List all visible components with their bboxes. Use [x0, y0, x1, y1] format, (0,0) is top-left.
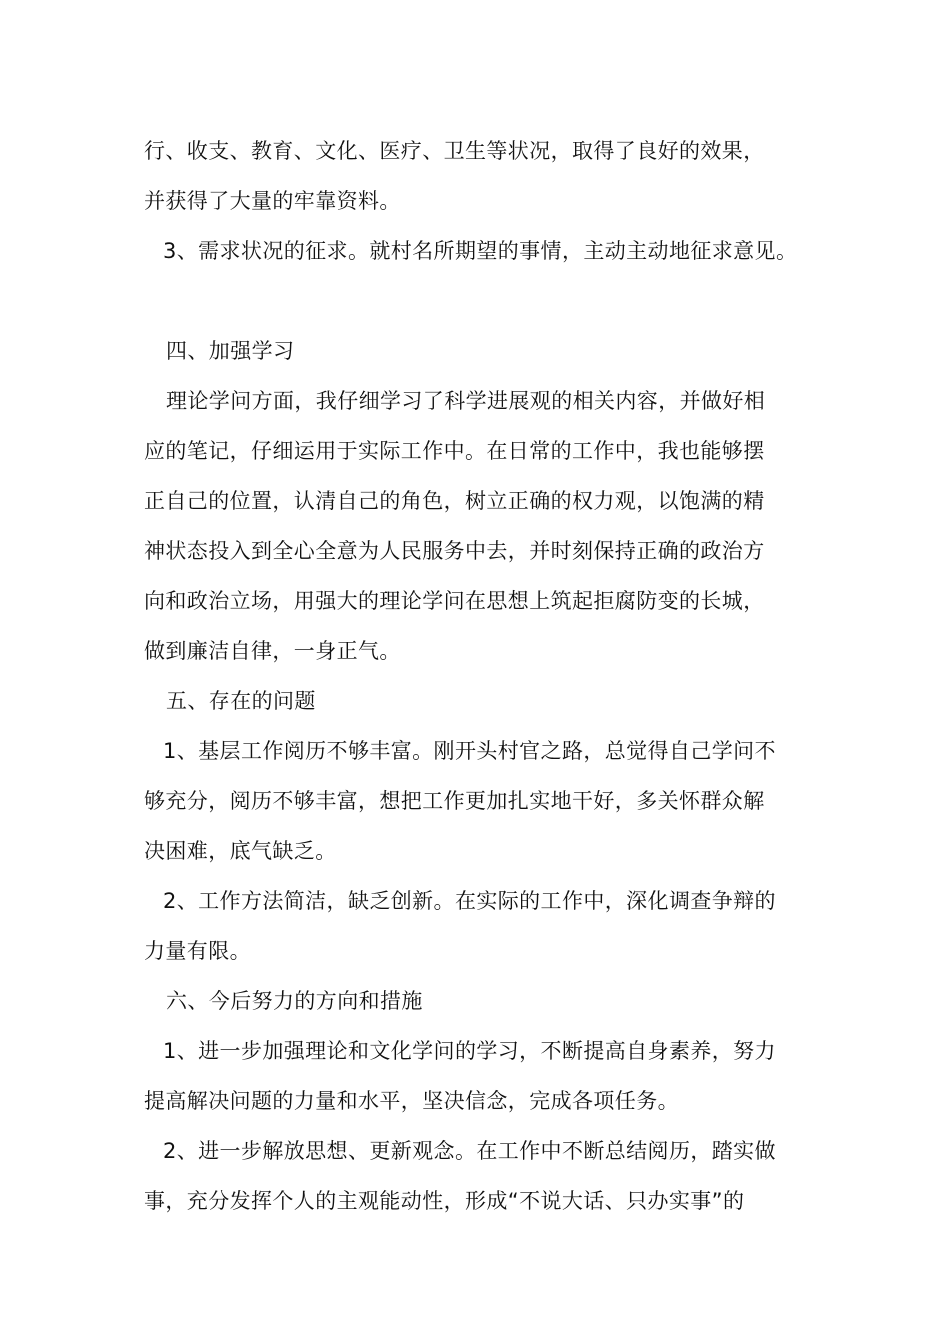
- text-line: 并获得了大量的牢靠资料。: [144, 189, 401, 213]
- list-item: 1、基层工作阅历不够丰富。刚开头村官之路，总觉得自己学问不: [163, 739, 776, 763]
- text-line: 做到廉洁自律，一身正气。: [144, 639, 401, 663]
- text-line: 够充分，阅历不够丰富，想把工作更加扎实地干好，多关怀群众解: [144, 789, 765, 813]
- text-line: 理论学问方面，我仔细学习了科学进展观的相关内容，并做好相: [166, 389, 766, 413]
- list-item: 3、需求状况的征求。就村名所期望的事情，主动主动地征求意见。: [163, 239, 798, 263]
- text-line: 决困难，底气缺乏。: [144, 839, 337, 863]
- text-line: 提高解决问题的力量和水平，坚决信念，完成各项任务。: [144, 1089, 679, 1113]
- text-line: 向和政治立场，用强大的理论学问在思想上筑起拒腐防变的长城，: [144, 589, 765, 613]
- text-line: 行、收支、教育、文化、医疗、卫生等状况，取得了良好的效果，: [144, 139, 765, 163]
- section-heading: 四、加强学习: [166, 339, 295, 363]
- list-item: 2、进一步解放思想、更新观念。在工作中不断总结阅历，踏实做: [163, 1139, 776, 1163]
- text-line: 应的笔记，仔细运用于实际工作中。在日常的工作中，我也能够摆: [144, 439, 765, 463]
- section-heading: 六、今后努力的方向和措施: [166, 989, 423, 1013]
- list-item: 1、进一步加强理论和文化学问的学习，不断提高自身素养，努力: [163, 1039, 776, 1063]
- text-line: 力量有限。: [144, 939, 251, 963]
- section-heading: 五、存在的问题: [166, 689, 316, 713]
- list-item: 2、工作方法简洁，缺乏创新。在实际的工作中，深化调查争辩的: [163, 889, 776, 913]
- text-line: 正自己的位置，认清自己的角色，树立正确的权力观，以饱满的精: [144, 489, 765, 513]
- text-line: 神状态投入到全心全意为人民服务中去，并时刻保持正确的政治方: [144, 539, 765, 563]
- text-line: 事，充分发挥个人的主观能动性，形成“不说大话、只办实事”的: [144, 1189, 745, 1213]
